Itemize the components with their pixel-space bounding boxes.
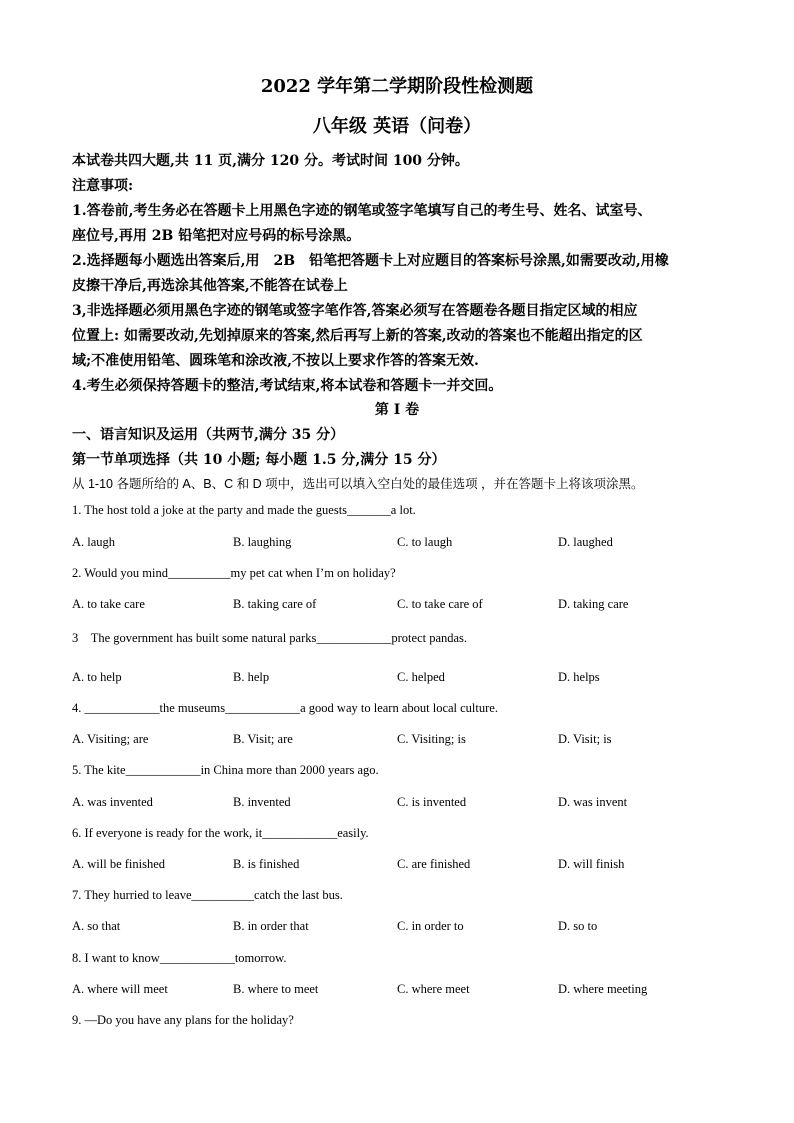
note-line: 座位号,再用 2B 铅笔把对应号码的标号涂黑。 [72, 228, 361, 244]
part-heading: 一、语言知识及运用（共两节,满分 35 分） [72, 427, 345, 443]
note-line: 位置上: 如需要改动,先划掉原来的答案,然后再写上新的答案,改动的答案也不能超出指定的区 [72, 328, 643, 344]
question-stem: 4. ____________the museums____________a good way to learn about local culture. [72, 701, 498, 715]
option-b: B. is finished [233, 857, 300, 871]
option-a: A. laugh [72, 535, 116, 549]
option-a: A. to take care [72, 597, 145, 611]
option-a: A. to help [72, 670, 122, 684]
option-d: D. laughed [558, 535, 613, 549]
option-a: A. where will meet [72, 982, 168, 996]
option-d: D. will finish [558, 857, 625, 871]
exam-subtitle: 八年级 英语（问卷） [312, 116, 482, 137]
section-instruction: 从 1-10 各题所给的 A、B、C 和 D 项中，选出可以填入空白处的最佳选项 ，并在答题卡上将该项涂黑。 [72, 477, 644, 491]
option-b: B. taking care of [233, 597, 317, 611]
option-d: D. taking care [558, 597, 629, 611]
option-d: D. was invent [558, 795, 628, 809]
note-line: 2.选择题每小题选出答案后,用 2B 铅笔把答题卡上对应题目的答案标号涂黑,如需要改动,用橡 [72, 253, 669, 269]
option-b: B. help [233, 670, 270, 684]
question-stem: 1. The host told a joke at the party and made the guests_______a lot. [72, 503, 416, 517]
option-d: D. where meeting [558, 982, 648, 996]
option-c: C. is invented [397, 795, 467, 809]
option-c: C. are finished [397, 857, 471, 871]
option-c: C. helped [397, 670, 445, 684]
note-line: 1.答卷前,考生务必在答题卡上用黑色字迹的钢笔或签字笔填写自己的考生号、姓名、试室号、 [72, 203, 652, 219]
note-line: 4.考生必须保持答题卡的整洁,考试结束,将本试卷和答题卡一并交回。 [72, 378, 503, 394]
option-c: C. where meet [397, 982, 470, 996]
option-b: B. laughing [233, 535, 292, 549]
note-line: 3,非选择题必须用黑色字迹的钢笔或签字笔作答,答案必须写在答题卷各题目指定区域的相应 [72, 303, 638, 319]
subpart-heading: 第一节单项选择（共 10 小题; 每小题 1.5 分,满分 15 分） [72, 452, 446, 468]
exam-intro: 本试卷共四大题,共 11 页,满分 120 分。考试时间 100 分钟。 [72, 153, 469, 169]
note-line: 皮擦干净后,再选涂其他答案,不能答在试卷上 [72, 278, 348, 294]
option-c: C. to laugh [397, 535, 453, 549]
option-a: A. Visiting; are [72, 732, 149, 746]
notes-heading: 注意事项: [72, 178, 134, 194]
exam-title: 2022 学年第二学期阶段性检测题 [260, 76, 534, 97]
note-line: 域;不准使用铅笔、圆珠笔和涂改液,不按以上要求作答的答案无效. [72, 353, 479, 369]
option-c: C. to take care of [397, 597, 483, 611]
option-d: D. so to [558, 919, 598, 933]
option-b: B. invented [233, 795, 291, 809]
option-d: D. Visit; is [558, 732, 612, 746]
option-a: A. so that [72, 919, 121, 933]
option-b: B. in order that [233, 919, 309, 933]
question-stem: 6. If everyone is ready for the work, it____________easily. [72, 826, 369, 840]
option-b: B. where to meet [233, 982, 319, 996]
option-d: D. helps [558, 670, 600, 684]
volume-heading: 第 I 卷 [374, 402, 420, 418]
option-b: B. Visit; are [233, 732, 293, 746]
question-stem: 7. They hurried to leave__________catch the last bus. [72, 888, 343, 902]
question-stem: 2. Would you mind__________my pet cat when I’m on holiday? [72, 566, 396, 580]
question-stem: 5. The kite____________in China more than 2000 years ago. [72, 763, 379, 777]
option-c: C. Visiting; is [397, 732, 466, 746]
question-stem: 8. I want to know____________tomorrow. [72, 951, 287, 965]
question-stem: 9. —Do you have any plans for the holiday? [72, 1013, 294, 1027]
option-a: A. was invented [72, 795, 153, 809]
option-c: C. in order to [397, 919, 464, 933]
question-stem: 3 The government has built some natural parks____________protect pandas. [72, 631, 468, 645]
option-a: A. will be finished [72, 857, 166, 871]
